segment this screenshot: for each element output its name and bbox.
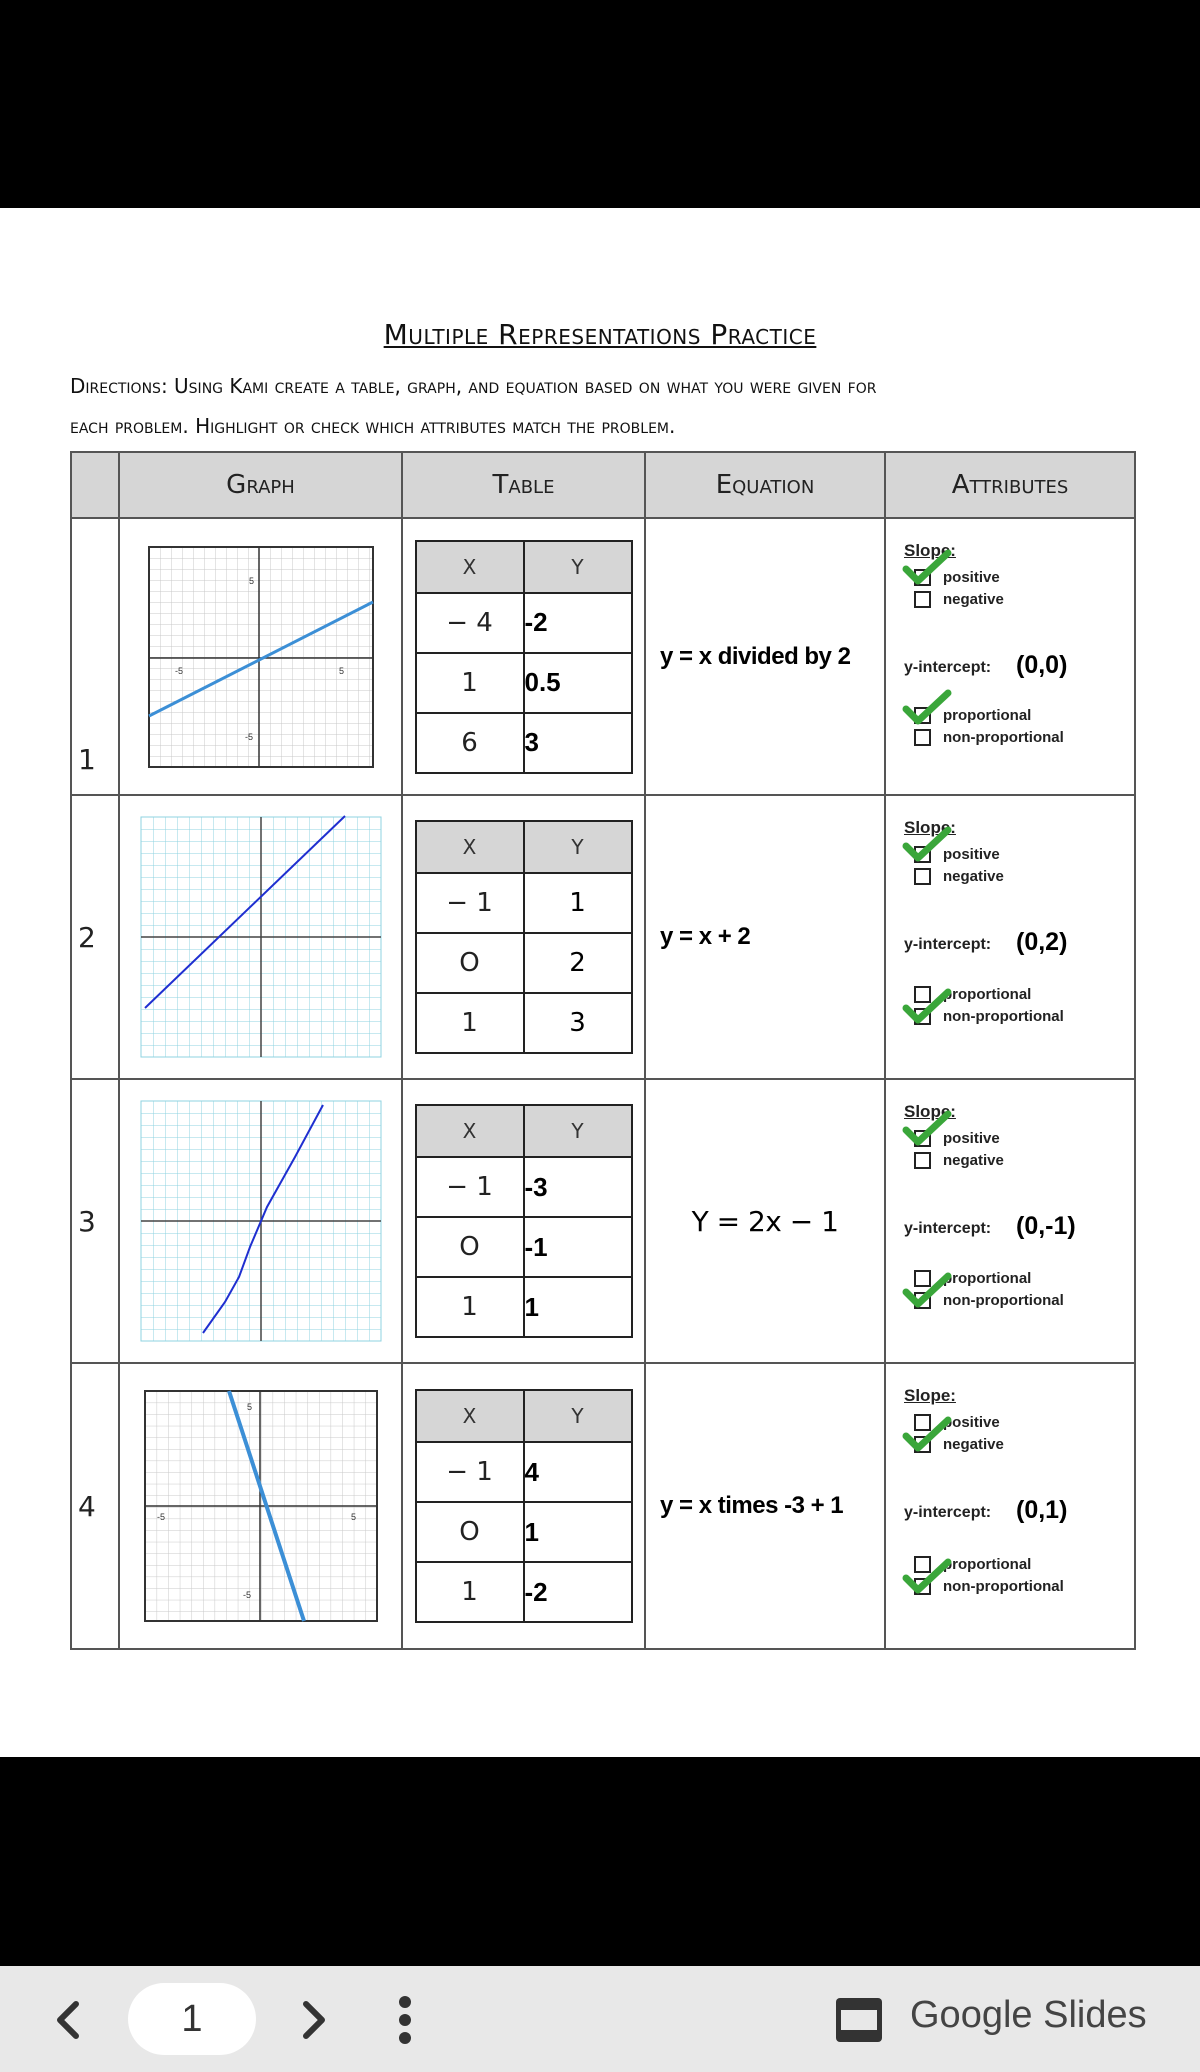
directions — [70, 366, 1140, 446]
graph-3[interactable] — [135, 1097, 387, 1345]
chevron-left-icon[interactable] — [44, 1992, 94, 2048]
graph-2[interactable] — [135, 813, 387, 1061]
equation: Y = 2x − 1 — [645, 1079, 885, 1363]
nonproportional-option[interactable] — [914, 729, 1064, 746]
positive-label: positive — [943, 846, 1000, 863]
tick-label: 5 — [246, 1402, 252, 1412]
y-intercept-value[interactable]: (0,-1) — [1016, 1212, 1076, 1240]
check-mark-icon — [902, 826, 952, 862]
equation[interactable]: y = x + 2 — [645, 795, 885, 1079]
positive-label: positive — [943, 569, 1000, 586]
attributes-cell — [885, 518, 1135, 795]
bottom-toolbar — [0, 1966, 1200, 2072]
negative-label: negative — [943, 1152, 1004, 1169]
y-value[interactable]: -2 — [524, 1562, 632, 1622]
nonproportional-label: non-proportional — [943, 1008, 1064, 1025]
proportional-label: proportional — [943, 986, 1032, 1003]
problem-row-3 — [71, 1079, 1135, 1363]
negative-option[interactable] — [914, 591, 1004, 608]
x-header: X — [416, 821, 524, 873]
row-number: 1 — [71, 518, 119, 795]
values-table-cell — [402, 795, 645, 1079]
y-value[interactable]: 1 — [524, 1502, 632, 1562]
x-value: − 1 — [416, 873, 524, 933]
y-header: Y — [524, 1105, 632, 1157]
nonproportional-label: non-proportional — [943, 729, 1064, 746]
x-value: − 1 — [416, 1157, 524, 1217]
x-value: O — [416, 933, 524, 993]
x-header: X — [416, 1390, 524, 1442]
page-number[interactable]: 1 — [128, 1983, 256, 2055]
y-value: 1 — [524, 873, 632, 933]
graph-cell — [119, 795, 402, 1079]
checkbox-negative[interactable] — [914, 1152, 931, 1169]
positive-label: positive — [943, 1130, 1000, 1147]
y-intercept-value[interactable]: (0,1) — [1016, 1496, 1068, 1524]
check-mark-icon — [902, 1558, 952, 1594]
header-equation: Equation — [645, 452, 885, 518]
problem-row-4 — [71, 1363, 1135, 1649]
negative-option[interactable] — [914, 1152, 1004, 1169]
tick-label: 5 — [248, 575, 254, 586]
directions-line-1: Directions: Using Kami create a table, graph, and equation based on what you were given for — [70, 374, 877, 398]
y-intercept-value[interactable]: (0,0) — [1016, 651, 1068, 679]
y-value[interactable]: 4 — [524, 1442, 632, 1502]
check-mark-icon — [902, 1416, 952, 1452]
x-value: 1 — [416, 1277, 524, 1337]
check-mark-icon — [902, 988, 952, 1024]
attributes-cell — [885, 1079, 1135, 1363]
tick-label: 5 — [350, 1512, 356, 1522]
row-number: 4 — [71, 1363, 119, 1649]
y-value: 2 — [524, 933, 632, 993]
equation[interactable]: y = x divided by 2 — [645, 518, 885, 795]
tick-label: -5 — [244, 731, 253, 742]
nonproportional-label: non-proportional — [943, 1292, 1064, 1309]
y-header: Y — [524, 1390, 632, 1442]
proportional-label: proportional — [943, 1556, 1032, 1573]
chevron-right-icon[interactable] — [288, 1992, 338, 2048]
y-intercept-label: y-intercept: — [904, 659, 992, 676]
y-value[interactable]: -3 — [524, 1157, 632, 1217]
x-value: 1 — [416, 993, 524, 1053]
header-blank — [71, 452, 119, 518]
row-number: 3 — [71, 1079, 119, 1363]
x-value: 6 — [416, 713, 524, 773]
y-value: 3 — [524, 993, 632, 1053]
app-label[interactable]: Google Slides — [910, 1994, 1147, 2036]
x-value: 1 — [416, 653, 524, 713]
y-intercept-label: y-intercept: — [904, 1504, 992, 1521]
check-mark-icon — [902, 1272, 952, 1308]
problem-row-2 — [71, 795, 1135, 1079]
y-header: Y — [524, 821, 632, 873]
slope-label: Slope: — [904, 1386, 956, 1405]
tick-label: -5 — [156, 1512, 165, 1522]
header-attributes: Attributes — [885, 452, 1135, 518]
check-mark-icon — [902, 1110, 952, 1146]
x-header: X — [416, 541, 524, 593]
equation[interactable]: y = x times -3 + 1 — [645, 1363, 885, 1649]
x-value: − 4 — [416, 593, 524, 653]
tick-label: -5 — [174, 665, 183, 676]
graph-cell — [119, 1363, 402, 1649]
graph-4[interactable] — [141, 1388, 381, 1624]
negative-option[interactable] — [914, 868, 1004, 885]
y-intercept-value[interactable]: (0,2) — [1016, 928, 1068, 956]
y-value[interactable]: -2 — [524, 593, 632, 653]
nonproportional-label: non-proportional — [943, 1578, 1064, 1595]
slope-label: Slope: — [904, 1102, 956, 1121]
values-table — [415, 820, 633, 1054]
y-value[interactable]: 3 — [524, 713, 632, 773]
page-title: Multiple Representations Practice — [383, 318, 817, 351]
y-intercept-label: y-intercept: — [904, 1220, 992, 1237]
directions-line-2: each problem. Highlight or check which attributes match the problem. — [70, 414, 676, 438]
check-mark-icon — [902, 689, 952, 725]
proportional-label: proportional — [943, 707, 1032, 724]
y-value[interactable]: 0.5 — [524, 653, 632, 713]
values-table-cell — [402, 1363, 645, 1649]
values-table — [415, 1389, 633, 1623]
attributes-cell — [885, 795, 1135, 1079]
checkbox-negative[interactable] — [914, 868, 931, 885]
values-table — [415, 1104, 633, 1338]
document-page — [0, 208, 1200, 1757]
positive-label: positive — [943, 1414, 1000, 1431]
check-mark-icon — [902, 549, 952, 585]
slides-icon — [832, 1992, 886, 2048]
x-value: O — [416, 1217, 524, 1277]
values-table-cell — [402, 1079, 645, 1363]
x-value: − 1 — [416, 1442, 524, 1502]
proportional-label: proportional — [943, 1270, 1032, 1287]
slope-label: Slope: — [904, 818, 956, 837]
values-table-cell — [402, 518, 645, 795]
x-value: 1 — [416, 1562, 524, 1622]
worksheet-table — [70, 451, 1136, 1650]
x-value: O — [416, 1502, 524, 1562]
checkbox-negative[interactable] — [914, 591, 931, 608]
slope-label: Slope: — [904, 541, 956, 560]
y-intercept-label: y-intercept: — [904, 936, 992, 953]
header-table: Table — [402, 452, 645, 518]
values-table — [415, 540, 633, 774]
graph-cell — [119, 1079, 402, 1363]
negative-label: negative — [943, 591, 1004, 608]
more-vert-icon[interactable] — [380, 1992, 430, 2048]
checkbox-nonproportional[interactable] — [914, 729, 931, 746]
y-header: Y — [524, 541, 632, 593]
graph-1[interactable] — [145, 544, 377, 770]
y-value[interactable]: 1 — [524, 1277, 632, 1337]
negative-label: negative — [943, 1436, 1004, 1453]
y-value[interactable]: -1 — [524, 1217, 632, 1277]
tick-label: 5 — [338, 665, 344, 676]
x-header: X — [416, 1105, 524, 1157]
attributes-cell — [885, 1363, 1135, 1649]
negative-label: negative — [943, 868, 1004, 885]
header-graph: Graph — [119, 452, 402, 518]
graph-cell — [119, 518, 402, 795]
problem-row-1 — [71, 518, 1135, 795]
tick-label: -5 — [242, 1590, 251, 1600]
row-number: 2 — [71, 795, 119, 1079]
